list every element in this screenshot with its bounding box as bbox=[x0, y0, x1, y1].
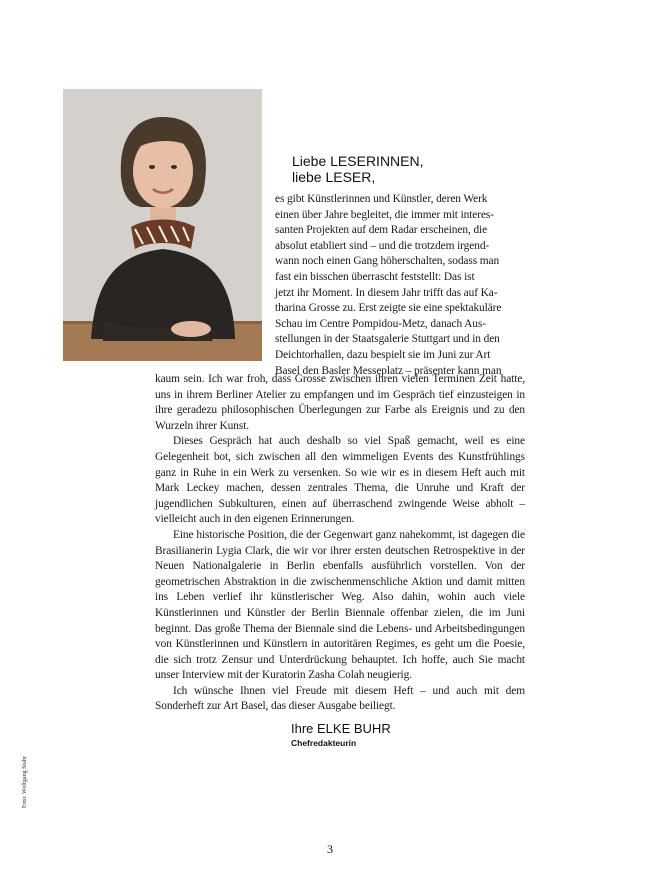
signature-name: Ihre ELKE BUHR bbox=[291, 721, 391, 736]
text-line: absolut etabliert sind – und die trotzdem irgend- bbox=[275, 239, 490, 252]
paragraph-2: Dieses Gespräch hat auch deshalb so viel Spaß gemacht, weil es eine Gelegenheit bot, sich zwischen all den wimmeligen Events des Kunstfrühlings ganz in Ruhe in ein Werk zu versenken. So wie wir es in diesem Heft auch mit Mark Leckey machen, dessen zentrales Thema, die Unruhe und Kraft der jugendlichen Subkulturen, einen auf überraschend zwingende Weise abholt – vielleicht auch in den eigenen Erinnerungen. bbox=[155, 435, 525, 526]
greeting-line-1: Liebe LESERINNEN, bbox=[292, 153, 424, 169]
body-text bbox=[155, 372, 525, 715]
text-line: es gibt Künstlerinnen und Künstler, deren Werk bbox=[275, 193, 488, 205]
text-line: tharina Grosse zu. Erst zeigte sie eine spektakuläre bbox=[275, 302, 502, 315]
text-line: stellungen in der Staatsgalerie Stuttgart und in den bbox=[275, 333, 500, 346]
text-line: jetzt ihr Moment. In diesem Jahr trifft das auf Ka- bbox=[275, 286, 498, 299]
text-line: Basel den Basler Messeplatz – präsenter kann man bbox=[275, 364, 502, 377]
portrait-illustration bbox=[63, 89, 262, 361]
editor-portrait-photo bbox=[63, 89, 262, 361]
greeting-line-2: liebe LESER, bbox=[292, 169, 376, 185]
photo-credit: Foto: Wolfgang Stahr bbox=[22, 756, 28, 808]
page-number: 3 bbox=[327, 842, 333, 856]
signature-role: Chefredakteurin bbox=[291, 738, 357, 748]
paragraph-3: Eine historische Position, die der Gegenwart ganz nahekommt, ist dagegen die Brasilianerin Lygia Clark, die wir vor ihrer ersten deutschen Retrospektive in der Neuen Nationalgalerie in Berlin ebenfalls ausführlich vorstellen. Von der geometrischen Abstraktion in die zwischenmenschliche Aktion und damit mitten ins Leben verlief ihr künstlerischer Weg. Also dahin, wohin auch viele Künstlerinnen und Künstler der Berlin Biennale offenbar zielen, die im Juni beginnt. Das große Thema der Biennale sind die Lebens- und Arbeitsbedingungen von Künstlerinnen und Künstlern in autoritären Regimes, es geht um die Poesie, die sich trotz Zensur und Unterdrückung behauptet. Ich hoffe, auch Sie macht unser Interview mit der Kuratorin Zasha Colah neugierig. bbox=[155, 528, 525, 682]
text-line: santen Projekten auf dem Radar erscheinen, die bbox=[275, 224, 488, 237]
text-line: fast ein bisschen überrascht feststellt: Das ist bbox=[275, 271, 475, 283]
text-line: wann noch einen Gang höherschalten, sodass man bbox=[275, 255, 500, 268]
text-line: Schau im Centre Pompidou-Metz, danach Aus- bbox=[275, 317, 486, 330]
text-line: Deichtorhallen, dazu bespielt sie im Juni zur Art bbox=[275, 349, 491, 361]
greeting bbox=[292, 153, 424, 185]
paragraph-4: Ich wünsche Ihnen viel Freude mit diesem Heft – und auch mit dem Sonderheft zur Art Basel, das dieser Ausgabe beiliegt. bbox=[155, 684, 525, 713]
text-line: einen über Jahre begleitet, die immer mit interes- bbox=[275, 208, 494, 221]
paragraph-1: kaum sein. Ich war froh, dass Grosse zwischen ihren vielen Terminen Zeit hatte, uns in ihrem Berliner Atelier zu empfangen und im Gespräch tief einzusteigen in ihre geradezu philosophischen Überlegungen zur Farbe als Ereignis und zu den Wurzeln ihrer Kunst. bbox=[155, 373, 525, 432]
